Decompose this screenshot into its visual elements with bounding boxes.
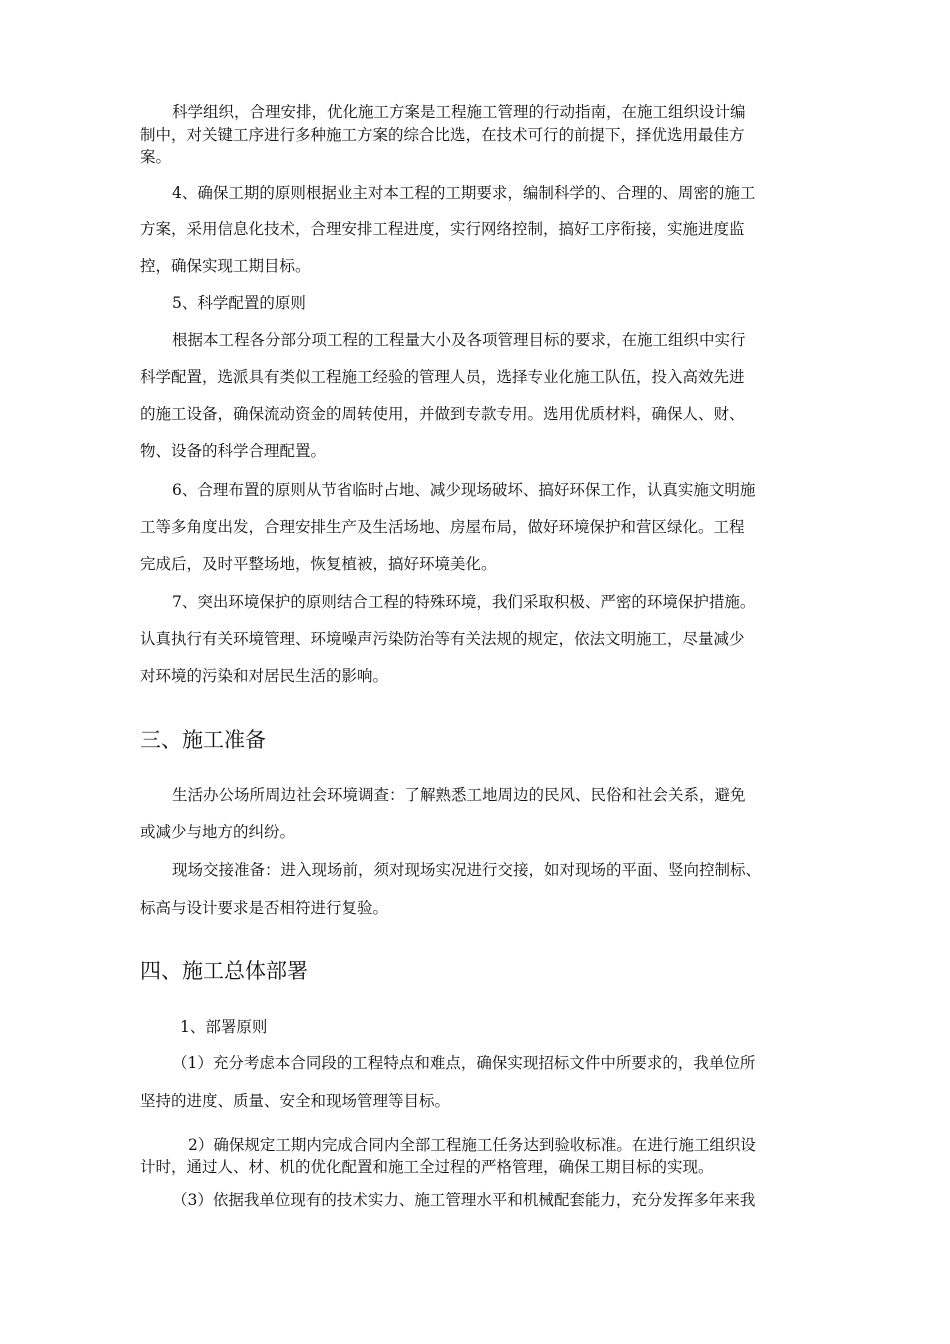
paragraph-line: 7、突出环境保护的原则结合工程的特殊环境，我们采取积极、严密的环境保护措施。 <box>172 593 756 611</box>
paragraph-line: 4、确保工期的原则根据业主对本工程的工期要求，编制科学的、合理的、周密的施工 <box>172 184 756 202</box>
paragraph-line: 科学配置，选派具有类似工程施工经验的管理人员，选择专业化施工队伍，投入高效先进 <box>140 368 745 386</box>
paragraph-line: 2）确保规定工期内完成合同内全部工程施工任务达到验收标准。在进行施工组织设 <box>188 1136 756 1154</box>
paragraph-line: 方案，采用信息化技术，合理安排工程进度，实行网络控制，搞好工序衔接，实施进度监 <box>140 220 745 238</box>
paragraph-line: （1）充分考虑本合同段的工程特点和难点，确保实现招标文件中所要求的，我单位所 <box>172 1054 756 1072</box>
paragraph-line: 完成后，及时平整场地，恢复植被，搞好环境美化。 <box>140 555 497 573</box>
paragraph-line: 或减少与地方的纠纷。 <box>140 823 296 841</box>
paragraph-line: 工等多角度出发，合理安排生产及生活场地、房屋布局，做好环境保护和营区绿化。工程 <box>140 518 745 536</box>
paragraph-line: 物、设备的科学合理配置。 <box>140 442 327 460</box>
paragraph-line: （3）依据我单位现有的技术实力、施工管理水平和机械配套能力，充分发挥多年来我 <box>172 1191 756 1209</box>
paragraph-line: 6、合理布置的原则从节省临时占地、减少现场破坏、搞好环保工作，认真实施文明施 <box>172 481 756 499</box>
section-heading: 三、施工准备 <box>140 728 266 752</box>
paragraph-line: 1、部署原则 <box>180 1018 268 1036</box>
paragraph-line: 根据本工程各分部分项工程的工程量大小及各项管理目标的要求，在施工组织中实行 <box>172 331 746 349</box>
paragraph-line: 对环境的污染和对居民生活的影响。 <box>140 667 389 685</box>
section-heading: 四、施工总体部署 <box>140 959 308 983</box>
paragraph-line: 标高与设计要求是否相符进行复验。 <box>140 899 389 917</box>
paragraph-line: 现场交接准备：进入现场前，须对现场实况进行交接，如对现场的平面、竖向控制标、 <box>172 861 762 879</box>
paragraph-line: 计时，通过人、材、机的优化配置和施工全过程的严格管理，确保工期目标的实现。 <box>140 1158 714 1176</box>
paragraph-line: 科学组织，合理安排，优化施工方案是工程施工管理的行动指南，在施工组织设计编 <box>172 103 746 121</box>
paragraph-line: 案。 <box>140 148 172 166</box>
paragraph-line: 控，确保实现工期目标。 <box>140 257 311 275</box>
paragraph-line: 制中，对关键工序进行多种施工方案的综合比选，在技术可行的前提下，择优选用最佳方 <box>140 126 745 144</box>
paragraph-line: 5、科学配置的原则 <box>172 294 306 312</box>
paragraph-line: 坚持的进度、质量、安全和现场管理等目标。 <box>140 1092 451 1110</box>
paragraph-line: 的施工设备，确保流动资金的周转使用，并做到专款专用。选用优质材料，确保人、财、 <box>140 405 745 423</box>
paragraph-line: 认真执行有关环境管理、环境噪声污染防治等有关法规的规定，依法文明施工，尽量减少 <box>140 630 745 648</box>
paragraph-line: 生活办公场所周边社会环境调查：了解熟悉工地周边的民风、民俗和社会关系，避免 <box>172 786 746 804</box>
